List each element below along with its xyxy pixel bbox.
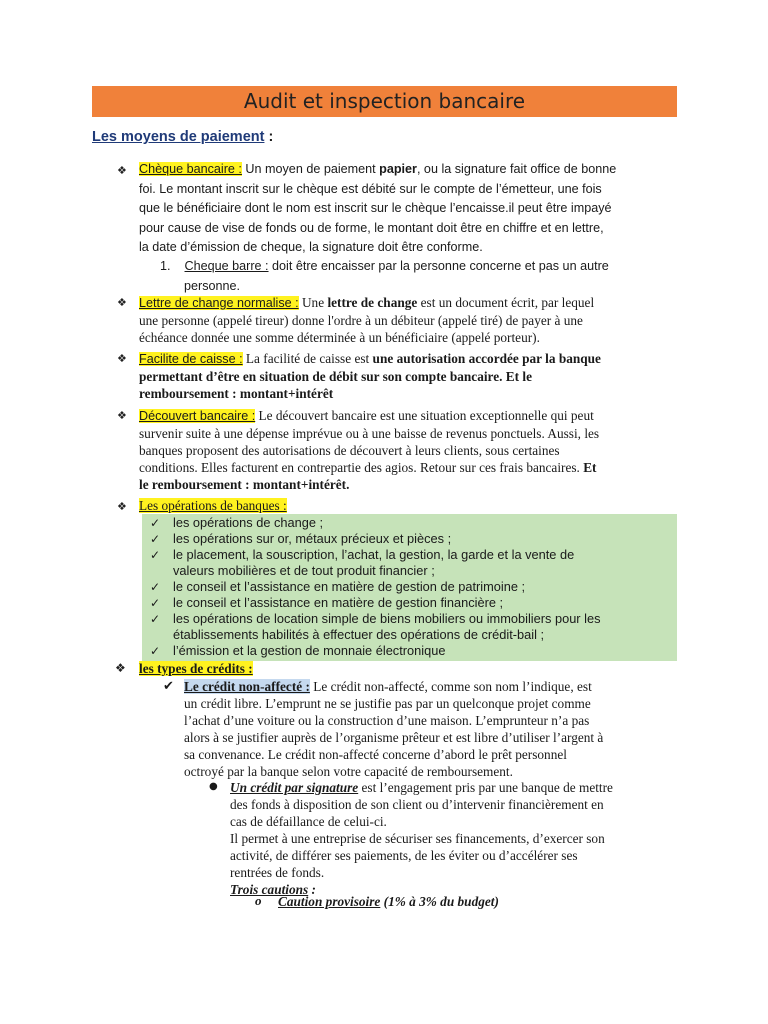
cheque-text: Un moyen de paiement (241, 162, 380, 176)
facilite-text: La facilité de caisse est (242, 351, 373, 366)
cheque-barre-label: Cheque barre : (184, 259, 269, 273)
cheque-text-line: que le bénéficiaire dont le nom est inscrit sur le chèque l’encaisse.il peut être impayé (139, 201, 612, 215)
signature-text-line: Il permet à une entreprise de sécuriser ses financements, d’exercer son (230, 831, 605, 846)
bullet-circle-icon: o (255, 893, 262, 908)
section-heading-colon: : (268, 129, 274, 145)
operations-label: Les opérations de banques : (139, 498, 287, 513)
credit-text-line: sa convenance. Le crédit non-affecté concerne d’abord le prêt personnel (184, 747, 567, 762)
lettre-text-bold: lettre de change (327, 295, 418, 310)
lettre-text: est un document écrit, par lequel (417, 295, 595, 310)
facilite-paragraph (139, 350, 679, 402)
facilite-label: Facilite de caisse : (139, 352, 243, 366)
signature-text-line: rentrées de fonds. (230, 865, 325, 880)
operations-heading (139, 497, 679, 514)
list-number: 1. (160, 259, 171, 273)
operations-list-item-text: les opérations de location simple de biens mobiliers ou immobiliers pour les (173, 611, 601, 626)
trois-cautions-colon: : (308, 882, 316, 897)
check-mark-icon: ✓ (150, 612, 161, 626)
decouvert-text-line: banques proposent des autorisations de découvert à leurs clients, sous certaines (139, 443, 560, 458)
cheque-text: , ou la signature fait office de bonne (416, 162, 617, 176)
credit-text-line: alors à se justifier auprès de l’organisme prêteur et est libre d’utiliser l’argent à (184, 730, 604, 745)
decouvert-text: Le découvert bancaire est une situation exceptionnelle qui peut (255, 408, 594, 423)
lettre-text-line: échéance donnée une somme déterminée à un bénéficiaire (appelé porteur). (139, 330, 540, 345)
check-mark-icon: ✓ (150, 548, 161, 562)
operations-list-item (148, 515, 673, 531)
check-mark-icon: ✔ (163, 679, 174, 694)
credit-non-affecte-paragraph (184, 678, 679, 780)
operations-list-item (148, 531, 673, 547)
diamond-bullet-icon: ❖ (117, 352, 127, 365)
operations-list-item (148, 611, 673, 643)
lettre-text-line: une personne (appelé tireur) donne l'ordre à un débiteur (appelé tiré) de payer à une (139, 313, 583, 328)
credit-text-line: octroyé par la banque selon votre capacité de remboursement. (184, 764, 513, 779)
caution-provisoire-item (278, 893, 678, 910)
decouvert-text-line: survenir suite à une dépense imprévue ou à une baisse de revenus ponctuels. Aussi, les (139, 426, 600, 441)
credit-non-affecte-label: Le crédit non-affecté : (184, 679, 310, 694)
check-mark-icon: ✓ (150, 516, 161, 530)
operations-list-item (148, 579, 673, 595)
decouvert-text-bold: Et (583, 460, 597, 475)
operations-list-item-text: le placement, la souscription, l’achat, la gestion, la garde et la vente de (173, 547, 575, 562)
decouvert-text-line: le remboursement : montant+intérêt. (139, 477, 350, 492)
operations-list-item (148, 595, 673, 611)
section-heading-label: Les moyens de paiement (92, 129, 265, 145)
signature-text: est l’engagement pris par une banque de mettre (358, 780, 613, 795)
diamond-bullet-icon: ❖ (115, 661, 126, 675)
operations-list-item-text: l’émission et la gestion de monnaie électronique (173, 643, 446, 658)
cheque-text-bold: papier (379, 162, 417, 176)
operations-list-item-text: le conseil et l’assistance en matière de gestion de patrimoine ; (173, 579, 526, 594)
operations-list-item-text: établissements habilités à effectuer des opérations de crédit-bail ; (173, 627, 545, 642)
check-mark-icon: ✓ (150, 580, 161, 594)
check-mark-icon: ✓ (150, 596, 161, 610)
signature-text-line: cas de défaillance de celui-ci. (230, 814, 387, 829)
operations-list-item-text: le conseil et l’assistance en matière de gestion financière ; (173, 595, 504, 610)
operations-list-item (148, 547, 673, 579)
document-title: Audit et inspection bancaire (92, 86, 677, 117)
credit-signature-label: Un crédit par signature (230, 780, 359, 795)
caution-provisoire-text: (1% à 3% du budget) (380, 894, 499, 909)
check-mark-icon: ✓ (150, 644, 161, 658)
section-heading (92, 129, 273, 145)
operations-list-item (148, 643, 673, 659)
cheque-paragraph (139, 160, 679, 258)
types-heading (139, 660, 679, 677)
credit-text-line: l’achat d’une voiture ou la construction d’une maison. L’emprunteur n’a pas (184, 713, 590, 728)
lettre-paragraph (139, 294, 679, 346)
facilite-text-line: permettant d’être en situation de débit sur son compte bancaire. Et le (139, 369, 532, 384)
cheque-text-line: foi. Le montant inscrit sur le chèque est débité sur le compte de l’émetteur, une fois (139, 181, 602, 196)
cheque-label: Chèque bancaire : (139, 162, 242, 176)
caution-provisoire-label: Caution provisoire (278, 894, 381, 909)
operations-list-item-text: les opérations sur or, métaux précieux et pièces ; (173, 531, 452, 546)
decouvert-text: conditions. Elles facturent en contrepartie des agios. Retour sur ces frais bancaires. (139, 460, 584, 475)
lettre-text: Une (298, 295, 328, 310)
cheque-text-line: la date d’émission de cheque, la signature doit être conforme. (139, 240, 483, 254)
signature-text-line: activité, de différer ses paiements, de les éviter ou d’accélérer ses (230, 848, 578, 863)
cheque-text-line: pour cause de vise de fonds ou de forme, le montant doit être en chiffre et en lettre, (139, 220, 604, 235)
facilite-text-bold: une autorisation accordée par la banque (372, 351, 601, 366)
credit-text: Le crédit non-affecté, comme son nom l’indique, est (309, 679, 592, 694)
cheque-barre-text: personne. (184, 278, 241, 293)
signature-text-line: des fonds à disposition de son client ou d’intervenir financièrement en (230, 797, 604, 812)
types-label: les types de crédits : (139, 661, 253, 676)
diamond-bullet-icon: ❖ (117, 164, 127, 177)
lettre-label: Lettre de change normalise : (139, 296, 299, 310)
facilite-text-line: remboursement : montant+intérêt (139, 386, 334, 401)
cheque-barre-item (160, 257, 680, 296)
decouvert-paragraph (139, 407, 679, 493)
operations-list-item-text: les opérations de change ; (173, 515, 324, 530)
operations-list (148, 515, 673, 659)
check-mark-icon: ✓ (150, 532, 161, 546)
credit-signature-paragraph (230, 779, 680, 898)
trois-cautions-label: Trois cautions (230, 882, 309, 897)
diamond-bullet-icon: ❖ (117, 296, 127, 309)
operations-list-item-text: valeurs mobilières et de tout produit financier ; (173, 563, 435, 578)
bullet-dot-icon: ● (209, 781, 218, 792)
decouvert-label: Découvert bancaire : (139, 409, 256, 423)
diamond-bullet-icon: ❖ (117, 500, 127, 513)
cheque-barre-text: doit être encaisser par la personne concerne et pas un autre (268, 259, 609, 273)
credit-text-line: un crédit libre. L’emprunt ne se justifie pas par un quelconque projet comme (184, 696, 591, 711)
diamond-bullet-icon: ❖ (117, 409, 127, 422)
